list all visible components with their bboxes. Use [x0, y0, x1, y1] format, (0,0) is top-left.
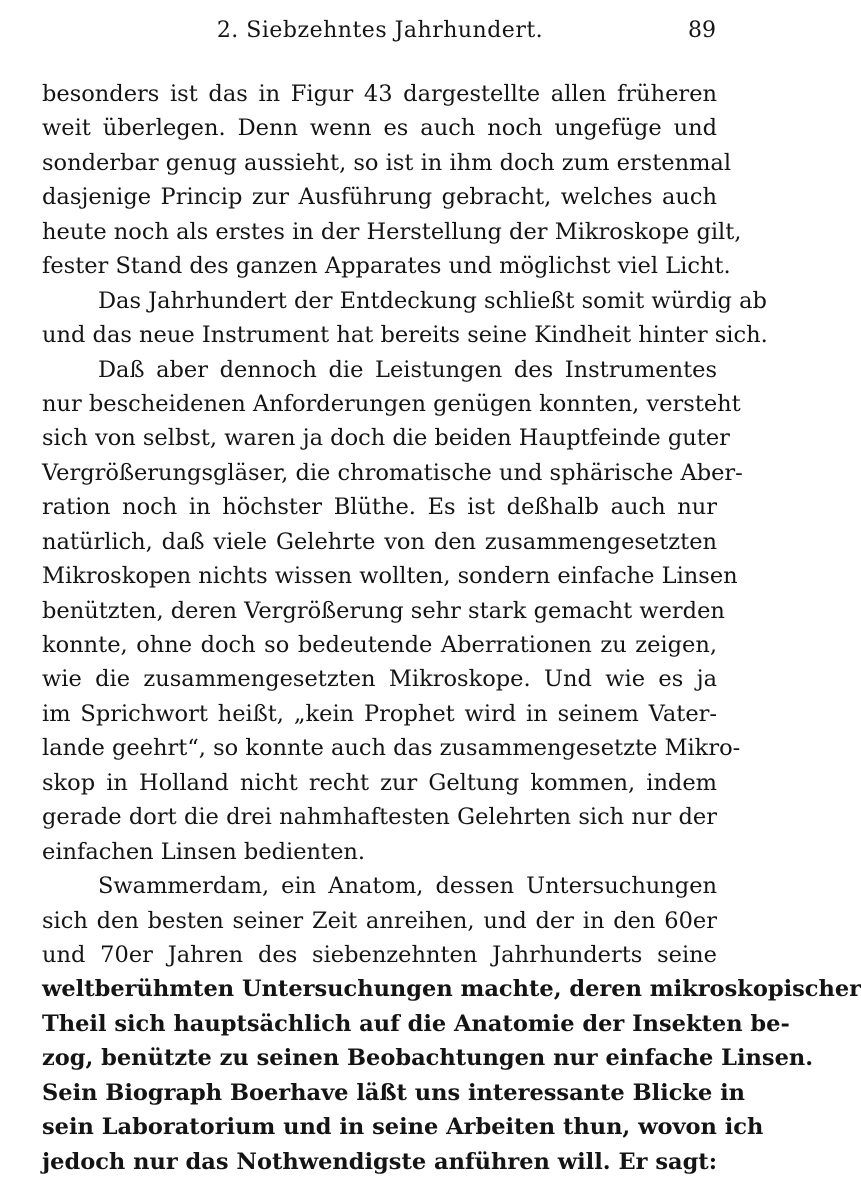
text-line: benützten, deren Vergrößerung sehr stark gemacht werden: [42, 597, 725, 624]
text-line: einfachen Linsen bedienten.: [42, 838, 366, 865]
text-line: skop in Holland nicht recht zur Geltung kommen, indem: [42, 769, 717, 796]
text-line: ration noch in höchster Blüthe. Es ist deßhalb auch nur: [42, 494, 717, 521]
text-line: Swammerdam, ein Anatom, dessen Untersuchungen: [98, 873, 717, 900]
text-line: gerade dort die drei nahmhaftesten Gelehrten sich nur der: [42, 804, 717, 831]
chapter-heading: 2. Siebzehntes Jahrhundert.: [216, 18, 544, 43]
page-number: 89: [688, 18, 716, 43]
text-line: natürlich, daß viele Gelehrte von den zusammengesetzten: [42, 528, 717, 555]
text-line: fester Stand des ganzen Apparates und möglichst viel Licht.: [42, 253, 731, 280]
text-line: Mikroskopen nichts wissen wollten, sondern einfache Linsen: [42, 563, 738, 590]
text-line: im Sprichwort heißt, „kein Prophet wird in seinem Vater-: [42, 700, 717, 727]
running-head: [40, 14, 720, 54]
text-line: Theil sich hauptsächlich auf die Anatomie der Insekten be-: [42, 1010, 790, 1037]
text-line: nur bescheidenen Anforderungen genügen konnten, versteht: [42, 390, 741, 417]
text-line: jedoch nur das Nothwendigste anführen will. Er sagt:: [42, 1148, 717, 1175]
text-line: sich den besten seiner Zeit anreihen, und der in den 60er: [42, 907, 717, 934]
text-line: dasjenige Princip zur Ausführung gebracht, welches auch: [42, 184, 717, 211]
text-line: sonderbar genug aussieht, so ist in ihm doch zum erstenmal: [42, 149, 732, 176]
text-line: Daß aber dennoch die Leistungen des Instrumentes: [98, 356, 717, 383]
body-text: [42, 77, 861, 1179]
text-line: Das Jahrhundert der Entdeckung schließt somit würdig ab: [98, 287, 767, 314]
text-line: Sein Biograph Boerhave läßt uns interessante Blicke in: [42, 1079, 746, 1106]
text-line: weltberühmten Untersuchungen machte, deren mikroskopischer: [42, 976, 861, 1003]
text-line: Vergrößerungsgläser, die chromatische und sphärische Aber-: [42, 459, 743, 486]
text-line: zog, benützte zu seinen Beobachtungen nur einfache Linsen.: [42, 1045, 814, 1072]
text-line: lande geehrt“, so konnte auch das zusammengesetzte Mikro-: [42, 735, 741, 762]
text-line: besonders ist das in Figur 43 dargestellte allen früheren: [42, 81, 717, 107]
text-line: konnte, ohne doch so bedeutende Aberrationen zu zeigen,: [42, 632, 717, 658]
text-line: sein Laboratorium und in seine Arbeiten thun, wovon ich: [42, 1114, 764, 1141]
text-line: heute noch als erstes in der Herstellung der Mikroskope gilt,: [42, 218, 742, 245]
text-line: sich von selbst, waren ja doch die beiden Hauptfeinde guter: [42, 425, 730, 452]
text-line: und das neue Instrument hat bereits seine Kindheit hinter sich.: [42, 322, 768, 349]
text-line: wie die zusammengesetzten Mikroskope. Und wie es ja: [42, 666, 717, 693]
text-line: und 70er Jahren des siebenzehnten Jahrhunderts seine: [42, 941, 717, 968]
text-line: weit überlegen. Denn wenn es auch noch ungefüge und: [42, 115, 717, 142]
